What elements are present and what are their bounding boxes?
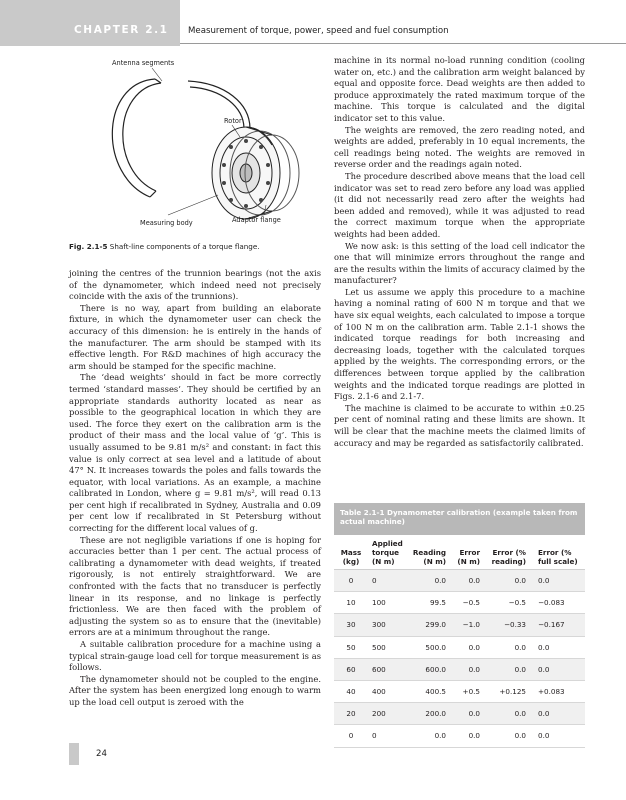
paragraph: Let us assume we apply this procedure to a machine having a nominal rating of 600 N m torque and that we have six equal weights, each calculated to impose a torque of 100 N m on the calibration arm. Table 2.1-1 shows the indicated torque readings for both increasing and decreasing loads, together with the calculated torques applied by the weights. The corresponding errors, or the differences between torque applied by the calibration weights and the indicated torque readings are plotted in Figs. 2.1-6 and 2.1-7. <box>334 286 585 402</box>
table-cell: 0.0 <box>482 636 528 658</box>
table-cell: 20 <box>334 703 368 725</box>
table-cell: 299.0 <box>408 614 448 636</box>
paragraph: The dynamometer should not be coupled to the engine. After the system has been energized long enough to warm up the load cell output is zeroed with the <box>69 673 321 707</box>
table-cell: 50 <box>334 636 368 658</box>
table-cell: 40 <box>334 680 368 702</box>
table-row <box>334 658 585 680</box>
paragraph: There is no way, apart from building an elaborate fixture, in which the dynamometer user can check the accuracy of this dimension: he is entirely in the hands of the manufacturer. The arm should be stamped with its effective length. For R&D machines of high accuracy the arm should be stamped for the specific machine. <box>69 302 321 371</box>
table-cell: 300 <box>368 614 408 636</box>
table-row <box>334 592 585 614</box>
table-row <box>334 570 585 592</box>
col-header-applied-torque: Applied torque (N m) <box>368 535 408 570</box>
table-cell: 0.0 <box>528 703 585 725</box>
header-rule <box>180 43 626 44</box>
calibration-table <box>334 503 585 748</box>
table-cell: 0 <box>334 725 368 747</box>
col-header-error: Error (N m) <box>448 535 482 570</box>
table-cell: 0.0 <box>448 703 482 725</box>
table-cell: 0.0 <box>528 636 585 658</box>
chapter-title: Measurement of torque, power, speed and fuel consumption <box>188 26 449 36</box>
table-row <box>334 703 585 725</box>
page-number-marker <box>69 743 79 765</box>
table-cell: −0.083 <box>528 592 585 614</box>
table-cell: +0.083 <box>528 680 585 702</box>
page-header <box>0 0 626 46</box>
figure-caption-label: Fig. 2.1-5 <box>69 242 108 251</box>
table-cell: 0.0 <box>448 570 482 592</box>
label-adaptor-flange: Adaptor flange <box>232 216 281 224</box>
table-cell: 200 <box>368 703 408 725</box>
table-cell: 0.0 <box>482 658 528 680</box>
table-row <box>334 680 585 702</box>
page-number: 24 <box>96 749 107 759</box>
table-cell: 0.0 <box>482 725 528 747</box>
table-cell: −0.5 <box>448 592 482 614</box>
table-cell: 600.0 <box>408 658 448 680</box>
table-cell: 0.0 <box>528 570 585 592</box>
table-cell: 0.0 <box>528 658 585 680</box>
table-cell: +0.5 <box>448 680 482 702</box>
calibration-data-table <box>334 535 585 748</box>
paragraph: The weights are removed, the zero reading noted, and weights are added, preferably in 10 equal increments, the cell readings being noted. The weights are removed in reverse order and the readings again noted. <box>334 124 585 170</box>
table-cell: −0.167 <box>528 614 585 636</box>
chapter-tab <box>0 0 180 46</box>
table-row <box>334 725 585 747</box>
col-header-error-pct-full-scale: Error (% full scale) <box>528 535 585 570</box>
rotor-drawing <box>212 127 299 219</box>
table-cell: 0.0 <box>448 658 482 680</box>
paragraph: We now ask: is this setting of the load cell indicator the one that will minimize errors throughout the range and are the results within the limits of accuracy claimed by the manufacturer? <box>334 240 585 286</box>
table-cell: 0.0 <box>482 570 528 592</box>
table-cell: 500 <box>368 636 408 658</box>
label-measuring-body: Measuring body <box>140 219 193 227</box>
col-header-error-pct-reading: Error (% reading) <box>482 535 528 570</box>
paragraph: The procedure described above means that the load cell indicator was set to read zero before any load was applied (it did not necessarily read zero after the weights had been added and removed), while it was adjusted to read the correct maximum torque when the appropriate weights had been added. <box>334 170 585 239</box>
table-cell: 400 <box>368 680 408 702</box>
table-cell: 0.0 <box>408 725 448 747</box>
table-cell: 0 <box>334 570 368 592</box>
figure-torque-flange <box>60 55 328 250</box>
table-row <box>334 636 585 658</box>
table-cell: +0.125 <box>482 680 528 702</box>
table-cell: −0.33 <box>482 614 528 636</box>
table-cell: −1.0 <box>448 614 482 636</box>
table-row <box>334 614 585 636</box>
table-cell: 0.0 <box>408 570 448 592</box>
paragraph: joining the centres of the trunnion bearings (not the axis of the dynamometer, which indeed need not precisely coincide with the axis of the trunnions). <box>69 268 321 302</box>
table-cell: 400.5 <box>408 680 448 702</box>
col-header-reading: Reading (N m) <box>408 535 448 570</box>
table-title: Table 2.1-1 Dynamometer calibration (example taken from actual machine) <box>334 503 585 535</box>
table-cell: 0.0 <box>448 725 482 747</box>
torque-flange-illustration <box>60 55 328 250</box>
paragraph: machine in its normal no-load running condition (cooling water on, etc.) and the calibration arm weight balanced by equal and opposite force. Dead weights are then added to produce approximately the rated maximum torque of the machine. This torque is calculated and the digital indicator set to this value. <box>334 55 585 123</box>
table-cell: 200.0 <box>408 703 448 725</box>
table-cell: 99.5 <box>408 592 448 614</box>
table-cell: 10 <box>334 592 368 614</box>
table-cell: −0.5 <box>482 592 528 614</box>
label-antenna-segments: Antenna segments <box>112 59 175 67</box>
table-header-row <box>334 535 585 570</box>
label-rotor: Rotor <box>224 117 242 125</box>
chapter-label: CHAPTER 2.1 <box>74 24 169 36</box>
left-column-text <box>69 268 321 709</box>
table-cell: 0.0 <box>482 703 528 725</box>
paragraph: The ‘dead weights’ should in fact be more correctly termed ‘standard masses’. They should be certified by an appropriate standards authority located as near as possible to the geographical location in which they are used. The force they exert on the calibration arm is the product of their mass and the local value of ‘g’. This is usually assumed to be 9.81 m/s² and constant: in fact this value is only correct at sea level and a latitude of about 47° N. It increases towards the poles and falls towards the equator, with local variations. As an example, a machine calibrated in London, where g = 9.81 m/s², will read 0.13 per cent high if recalibrated in Sydney, Australia and 0.09 per cent low if recalibrated in St Petersburg without correcting for the different local values of g. <box>69 372 321 534</box>
table-cell: 500.0 <box>408 636 448 658</box>
table-cell: 0.0 <box>528 725 585 747</box>
table-cell: 0 <box>368 725 408 747</box>
table-cell: 0 <box>368 570 408 592</box>
table-cell: 30 <box>334 614 368 636</box>
table-cell: 60 <box>334 658 368 680</box>
paragraph: These are not negligible variations if one is hoping for accuracies better than 1 per cent. The actual process of calibrating a dynamometer with dead weights, if treated rigorously, is not entirely straightforward. We are confronted with the facts that no transducer is perfectly linear in its response, and no linkage is perfectly frictionless. We are then faced with the problem of adjusting the system so as to ensure that the (inevitable) errors are at a minimum throughout the range. <box>69 534 321 638</box>
figure-caption-text: Shaft-line components of a torque flange. <box>109 242 260 251</box>
paragraph: The machine is claimed to be accurate to within ±0.25 per cent of nominal rating and these limits are shown. It will be clear that the machine meets the claimed limits of accuracy and may be regarded as satisfactorily calibrated. <box>334 402 585 448</box>
table-cell: 600 <box>368 658 408 680</box>
col-header-mass: Mass (kg) <box>334 535 368 570</box>
paragraph: A suitable calibration procedure for a machine using a typical strain-gauge load cell for torque measurement is as follows. <box>69 639 321 673</box>
table-cell: 0.0 <box>448 636 482 658</box>
figure-caption <box>69 242 319 251</box>
right-column-text <box>334 55 585 449</box>
table-cell: 100 <box>368 592 408 614</box>
